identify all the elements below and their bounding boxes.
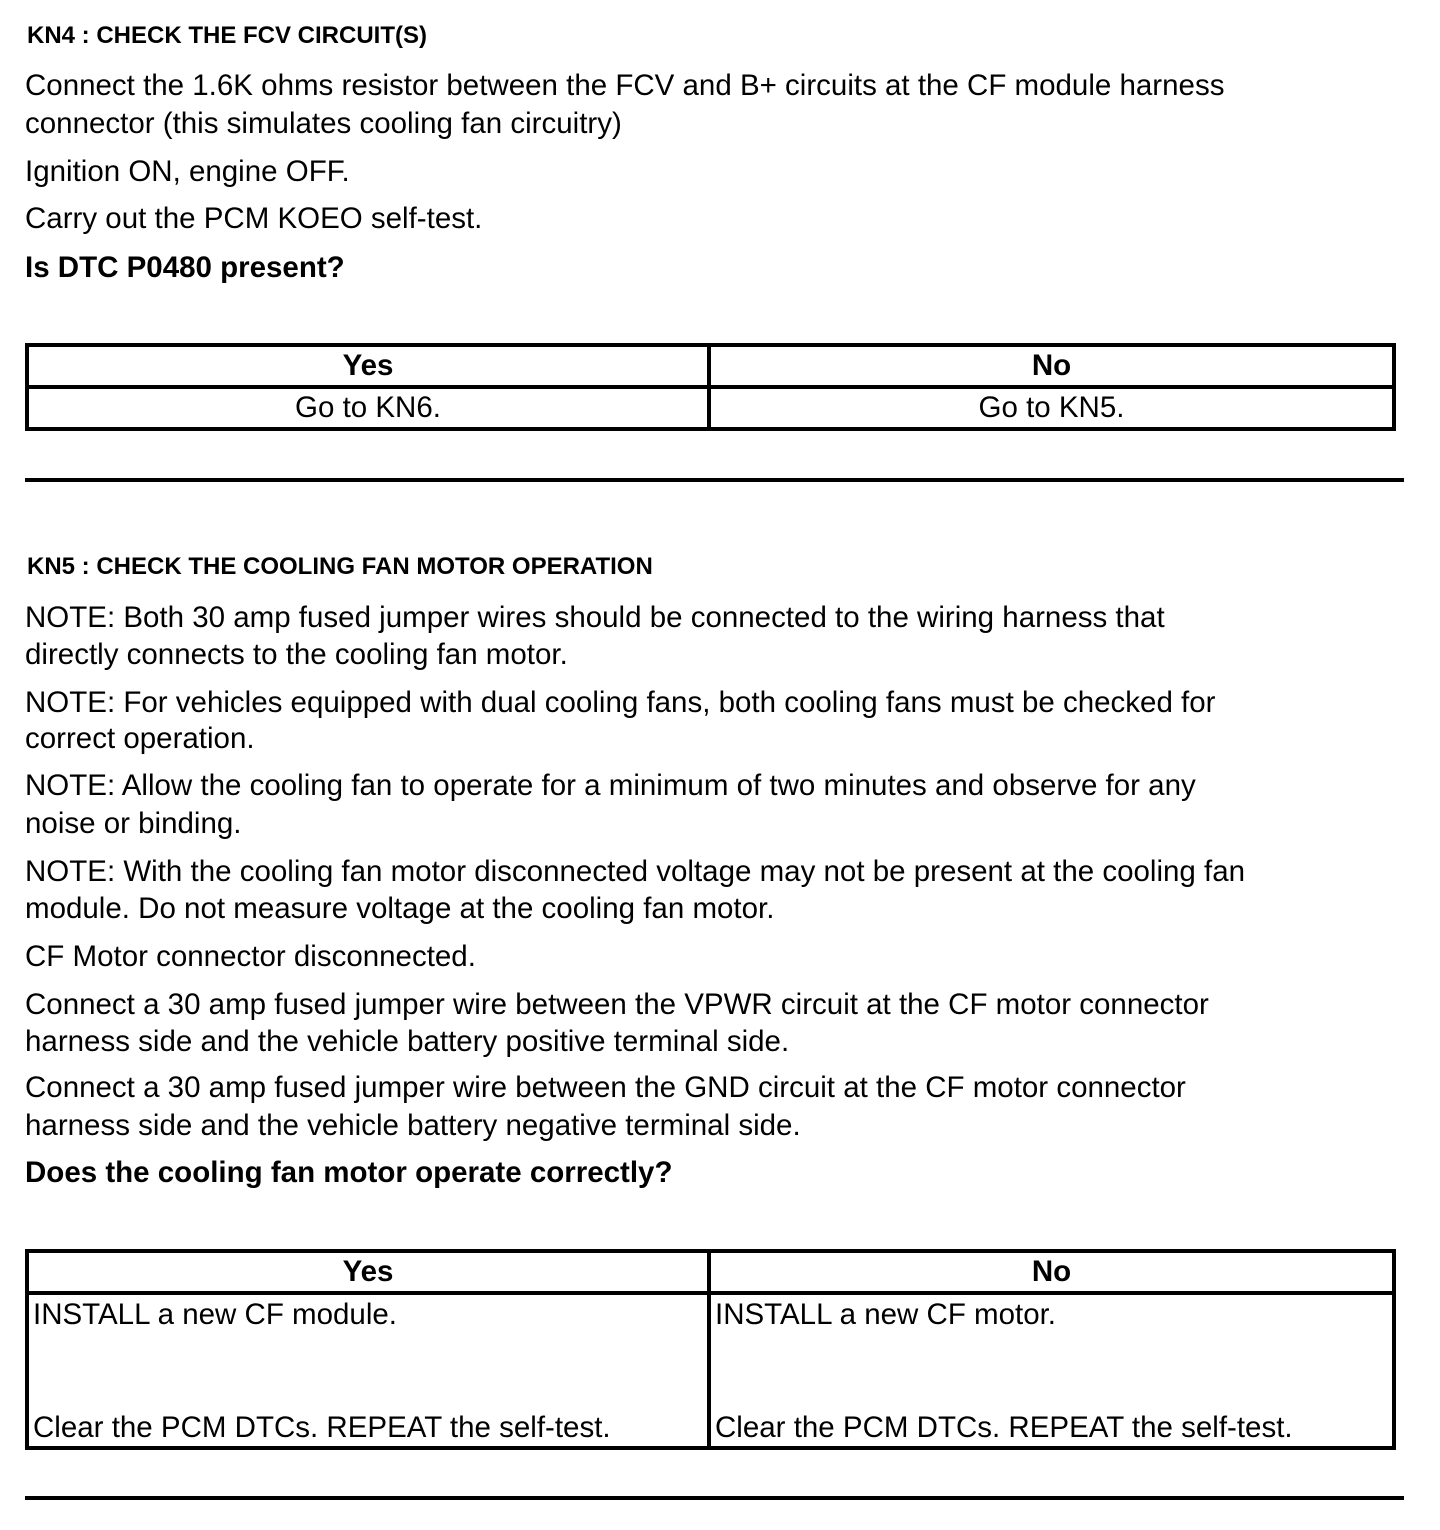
- kn5-paragraph: correct operation.: [25, 722, 255, 755]
- no-header: No: [709, 345, 1394, 387]
- kn5-paragraph: NOTE: With the cooling fan motor disconnected voltage may not be present at the cooling fan: [25, 855, 1246, 888]
- kn5-paragraph: NOTE: Allow the cooling fan to operate for a minimum of two minutes and observe for any: [25, 769, 1196, 802]
- kn5-paragraph: directly connects to the cooling fan motor.: [25, 638, 568, 671]
- kn5-paragraph: Connect a 30 amp fused jumper wire between the VPWR circuit at the CF motor connector: [25, 988, 1209, 1021]
- yes-header: Yes: [27, 1251, 709, 1293]
- kn5-paragraph: harness side and the vehicle battery negative terminal side.: [25, 1109, 801, 1142]
- kn5-paragraph: NOTE: Both 30 amp fused jumper wires should be connected to the wiring harness that: [25, 601, 1165, 634]
- kn5-decision-table: [25, 1249, 1396, 1450]
- section-divider: [25, 478, 1404, 482]
- section-divider: [25, 1496, 1404, 1500]
- no-action-cell: [709, 1293, 1394, 1448]
- kn4-paragraph: Connect the 1.6K ohms resistor between the FCV and B+ circuits at the CF module harness: [25, 69, 1225, 102]
- kn5-paragraph: noise or binding.: [25, 807, 242, 840]
- yes-action-line: Clear the PCM DTCs. REPEAT the self-test.: [33, 1411, 611, 1444]
- no-header: No: [709, 1251, 1394, 1293]
- kn5-question: Does the cooling fan motor operate correctly?: [25, 1156, 673, 1189]
- no-action-line: INSTALL a new CF motor.: [715, 1298, 1057, 1331]
- kn5-heading: KN5 : CHECK THE COOLING FAN MOTOR OPERATION: [27, 553, 653, 580]
- no-action-line: Clear the PCM DTCs. REPEAT the self-test.: [715, 1411, 1293, 1444]
- kn4-paragraph: connector (this simulates cooling fan circuitry): [25, 107, 622, 140]
- kn5-paragraph: NOTE: For vehicles equipped with dual cooling fans, both cooling fans must be checked for: [25, 686, 1216, 719]
- kn4-decision-table: [25, 343, 1396, 431]
- yes-action-cell: [27, 1293, 709, 1448]
- no-action: Go to KN5.: [709, 387, 1394, 429]
- yes-action-line: INSTALL a new CF module.: [33, 1298, 397, 1331]
- yes-header: Yes: [27, 345, 709, 387]
- kn5-paragraph: module. Do not measure voltage at the cooling fan motor.: [25, 892, 775, 925]
- yes-action: Go to KN6.: [27, 387, 709, 429]
- kn5-paragraph: harness side and the vehicle battery positive terminal side.: [25, 1025, 790, 1058]
- kn4-paragraph: Ignition ON, engine OFF.: [25, 155, 350, 188]
- kn4-heading: KN4 : CHECK THE FCV CIRCUIT(S): [27, 22, 427, 49]
- kn4-paragraph: Carry out the PCM KOEO self-test.: [25, 202, 483, 235]
- kn4-question: Is DTC P0480 present?: [25, 251, 345, 284]
- kn5-paragraph: CF Motor connector disconnected.: [25, 940, 476, 973]
- kn5-paragraph: Connect a 30 amp fused jumper wire between the GND circuit at the CF motor connector: [25, 1071, 1186, 1104]
